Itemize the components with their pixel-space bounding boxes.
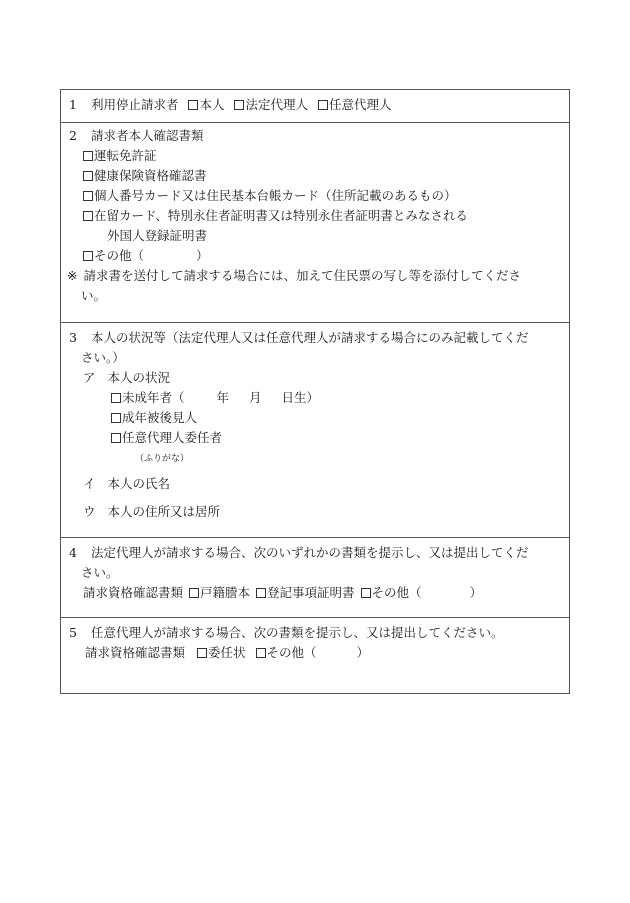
section-2-note-line1 [67, 266, 561, 286]
checkbox-registry-cert[interactable] [256, 588, 266, 598]
section-4-heading-cont: さい。 [81, 565, 119, 580]
option-voluntary-agent: 任意代理人 [329, 97, 392, 112]
section-5-number: 5 [69, 625, 77, 640]
section-3-heading-cont: さい。） [81, 350, 125, 365]
checkbox-legal-agent[interactable] [234, 100, 244, 110]
principal-name-label: 本人の氏名 [107, 476, 171, 491]
id-item-insurance-label: 健康保険資格確認書 [94, 168, 207, 183]
section-4 [61, 537, 569, 617]
section-2-number: 2 [69, 128, 77, 143]
id-item-license [69, 146, 561, 166]
id-item-other [69, 246, 561, 266]
birth-day-label: 日生） [281, 390, 320, 405]
voluntary-agent-docs-label: 請求資格確認書類 [85, 645, 186, 660]
section-4-heading [69, 543, 561, 563]
address-label-u: ウ [83, 504, 96, 519]
doc-legal-other-close: ） [469, 585, 483, 600]
checkbox-family-register[interactable] [189, 588, 199, 598]
status-minor-label: 未成年者（ [122, 390, 185, 405]
checkbox-insurance[interactable] [83, 171, 93, 181]
section-2 [61, 122, 569, 322]
note-mark: ※ [67, 268, 78, 283]
checkbox-license[interactable] [83, 151, 93, 161]
status-adult-guardian-label: 成年被後見人 [122, 410, 198, 425]
voluntary-agent-docs [69, 643, 561, 663]
checkbox-residence-card[interactable] [83, 211, 93, 221]
checkbox-voluntary-agent[interactable] [318, 100, 328, 110]
doc-power-of-attorney: 委任状 [208, 645, 246, 660]
principal-name-row [69, 466, 561, 494]
status-label-a: ア [83, 370, 96, 385]
status-principal [69, 428, 561, 448]
doc-registry-cert: 登記事項証明書 [267, 585, 355, 600]
status-principal-label: 任意代理人委任者 [122, 430, 223, 445]
id-item-mynumber [69, 186, 561, 206]
checkbox-self[interactable] [188, 100, 198, 110]
checkbox-voluntary-other[interactable] [256, 648, 266, 658]
doc-voluntary-other-close: ） [356, 645, 370, 660]
section-2-heading [69, 126, 561, 146]
id-item-residence-card [69, 206, 561, 226]
legal-agent-docs-label: 請求資格確認書類 [83, 585, 184, 600]
furigana-label: （ふりがな） [135, 454, 190, 464]
birth-month-label: 月 [249, 390, 262, 405]
id-item-insurance [69, 166, 561, 186]
doc-legal-other: その他（ [371, 585, 422, 600]
status-heading [69, 368, 561, 388]
id-item-other-close: ） [196, 248, 209, 263]
section-5-heading [69, 623, 561, 643]
checkbox-mynumber[interactable] [83, 191, 93, 201]
id-item-other-label: その他（ [94, 248, 145, 263]
legal-agent-docs [69, 583, 561, 603]
section-4-title: 法定代理人が請求する場合、次のいずれかの書類を提示し、又は提出してくだ [90, 545, 529, 560]
section-2-note: 請求書を送付して請求する場合には、加えて住民票の写し等を添付してくださ [83, 268, 521, 283]
section-3-title: 本人の状況等（法定代理人又は任意代理人が請求する場合にのみ記載してくだ [90, 330, 529, 345]
id-item-residence-card-label: 在留カード、特別永住者証明書又は特別永住者証明書とみなされる [94, 208, 468, 223]
status-adult-guardian [69, 408, 561, 428]
request-form [60, 89, 570, 694]
principal-address-row [69, 494, 561, 522]
section-2-note-line2: い。 [81, 288, 107, 303]
checkbox-legal-other[interactable] [361, 588, 371, 598]
section-1 [61, 90, 569, 122]
section-3-heading [69, 328, 561, 348]
name-label-i: イ [83, 476, 96, 491]
section-3-number: 3 [69, 330, 77, 345]
doc-family-register: 戸籍謄本 [200, 585, 251, 600]
checkbox-principal[interactable] [111, 433, 121, 443]
doc-voluntary-other: その他（ [266, 645, 317, 660]
id-item-mynumber-label: 個人番号カード又は住民基本台帳カード（住所記載のあるもの） [94, 188, 457, 203]
checkbox-power-of-attorney[interactable] [197, 648, 207, 658]
id-item-license-label: 運転免許証 [94, 148, 157, 163]
section-1-number: 1 [69, 97, 77, 112]
checkbox-adult-guardian[interactable] [111, 413, 121, 423]
section-1-title: 利用停止請求者 [90, 97, 179, 112]
option-legal-agent: 法定代理人 [245, 97, 308, 112]
birth-year-label: 年 [216, 390, 230, 405]
section-5-title: 任意代理人が請求する場合、次の書類を提示し、又は提出してください。 [90, 625, 504, 640]
status-minor [69, 388, 561, 408]
checkbox-id-other[interactable] [83, 251, 93, 261]
id-item-residence-card-cont: 外国人登録証明書 [107, 228, 208, 243]
checkbox-minor[interactable] [111, 393, 121, 403]
section-5 [61, 617, 569, 693]
section-3 [61, 322, 569, 537]
section-1-line [69, 95, 561, 115]
section-2-title: 請求者本人確認書類 [90, 128, 204, 143]
principal-address-label: 本人の住所又は居所 [107, 504, 221, 519]
section-4-number: 4 [69, 545, 77, 560]
status-title: 本人の状況 [107, 370, 171, 385]
option-self: 本人 [199, 97, 225, 112]
